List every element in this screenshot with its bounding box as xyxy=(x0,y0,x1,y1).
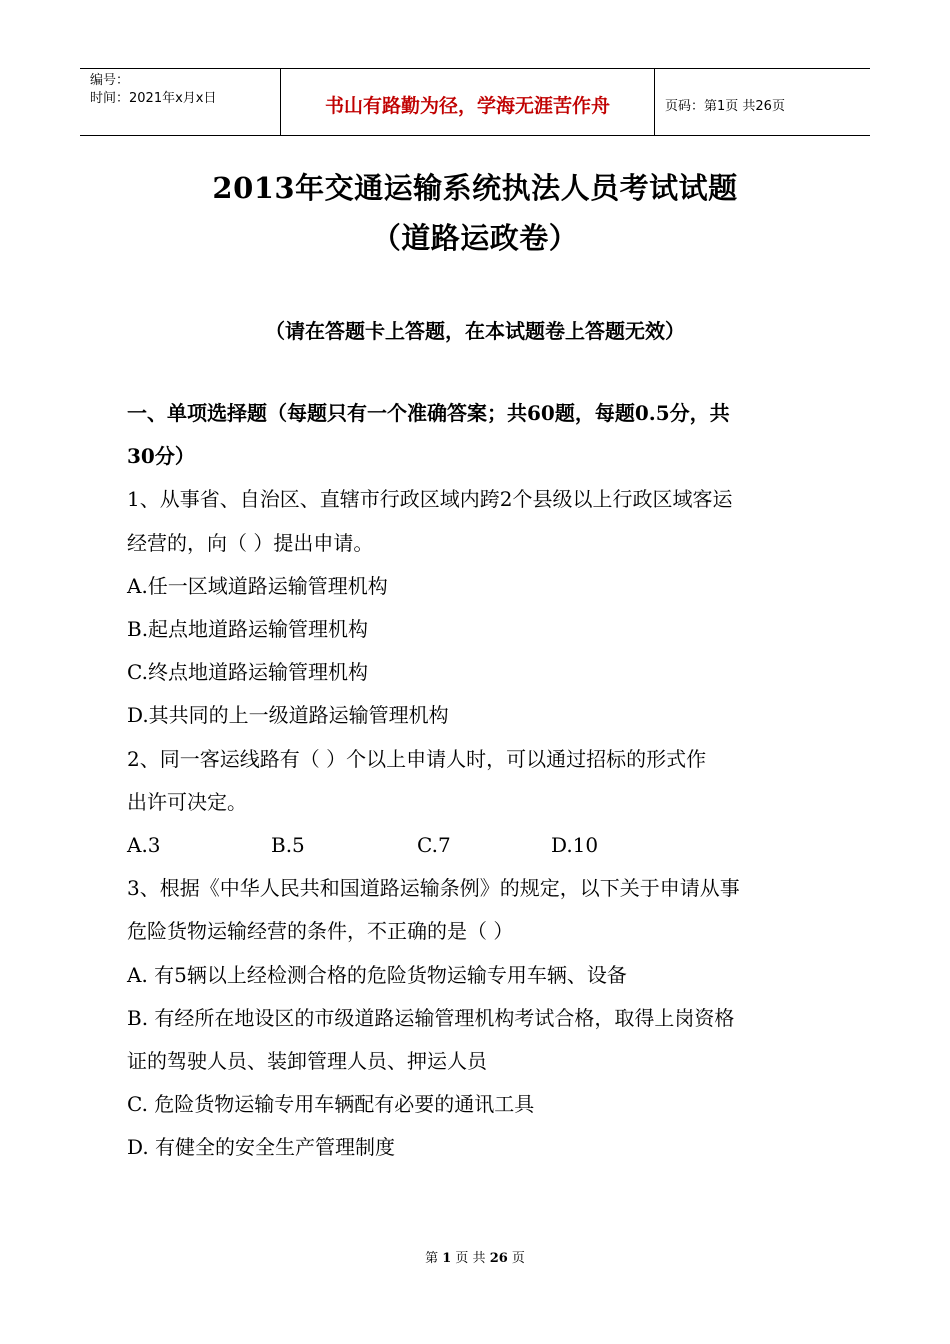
exam-subtitle: （道路运政卷） xyxy=(371,221,579,255)
page-footer xyxy=(0,1247,950,1266)
question-2-text: 2、同一客运线路有（ ）个以上申请人时，可以通过招标的形式作 xyxy=(127,746,707,771)
question-3-option-d: D. 有健全的安全生产管理制度 xyxy=(127,1135,396,1160)
question-1-option-a: A.任一区域道路运输管理机构 xyxy=(127,573,388,598)
footer-total-pages: 26 xyxy=(489,1251,508,1266)
question-2-text-cont: 出许可决定。 xyxy=(127,789,247,814)
question-1-option-b: B.起点地道路运输管理机构 xyxy=(127,617,369,642)
question-2-option-b: B.5 xyxy=(271,833,305,858)
question-3-option-b: B. 有经所在地设区的市级道路运输管理机构考试合格，取得上岗资格 xyxy=(127,1005,735,1030)
header-table xyxy=(80,68,870,136)
question-3-option-c: C. 危险货物运输专用车辆配有必要的通讯工具 xyxy=(127,1092,535,1117)
header-motto: 书山有路勤为径，学海无涯苦作舟 xyxy=(281,69,655,135)
question-2-option-d: D.10 xyxy=(551,833,599,858)
footer-suffix: 页 xyxy=(511,1251,525,1266)
time-label: 时间：2021年x月x日 xyxy=(90,91,217,106)
section-heading-cont: 30分） xyxy=(127,444,195,469)
question-3-text: 3、根据《中华人民共和国道路运输条例》的规定，以下关于申请从事 xyxy=(127,876,740,901)
question-3-option-a: A. 有5辆以上经检测合格的危险货物运输专用车辆、设备 xyxy=(127,962,627,987)
header-left-cell xyxy=(80,69,281,135)
question-1-option-c: C.终点地道路运输管理机构 xyxy=(127,660,368,685)
question-1-text: 1、从事省、自治区、直辖市行政区域内跨2个县级以上行政区域客运 xyxy=(127,487,733,512)
header-page-info: 页码：第1页 共26页 xyxy=(665,98,785,114)
exam-content xyxy=(127,392,817,1170)
question-3-text-cont: 危险货物运输经营的条件，不正确的是（ ） xyxy=(127,919,514,944)
question-3-option-b-cont: 证的驾驶人员、装卸管理人员、押运人员 xyxy=(127,1049,487,1074)
question-1-text-cont: 经营的，向（ ）提出申请。 xyxy=(127,530,374,555)
question-2-option-a: A.3 xyxy=(127,833,161,858)
question-1-option-d: D.其共同的上一级道路运输管理机构 xyxy=(127,703,449,728)
footer-middle: 页 共 xyxy=(455,1251,486,1266)
section-heading: 一、单项选择题（每题只有一个准确答案；共60题，每题0.5分，共 xyxy=(127,401,730,425)
question-2-option-c: C.7 xyxy=(417,833,451,858)
footer-page-number: 1 xyxy=(442,1251,452,1266)
exam-title: 2013年交通运输系统执法人员考试试题 xyxy=(212,171,738,205)
answer-notice: （请在答题卡上答题，在本试题卷上答题无效） xyxy=(265,319,685,343)
question-2-options xyxy=(127,824,817,867)
number-label: 编号： xyxy=(90,73,130,88)
footer-prefix: 第 xyxy=(425,1251,439,1266)
